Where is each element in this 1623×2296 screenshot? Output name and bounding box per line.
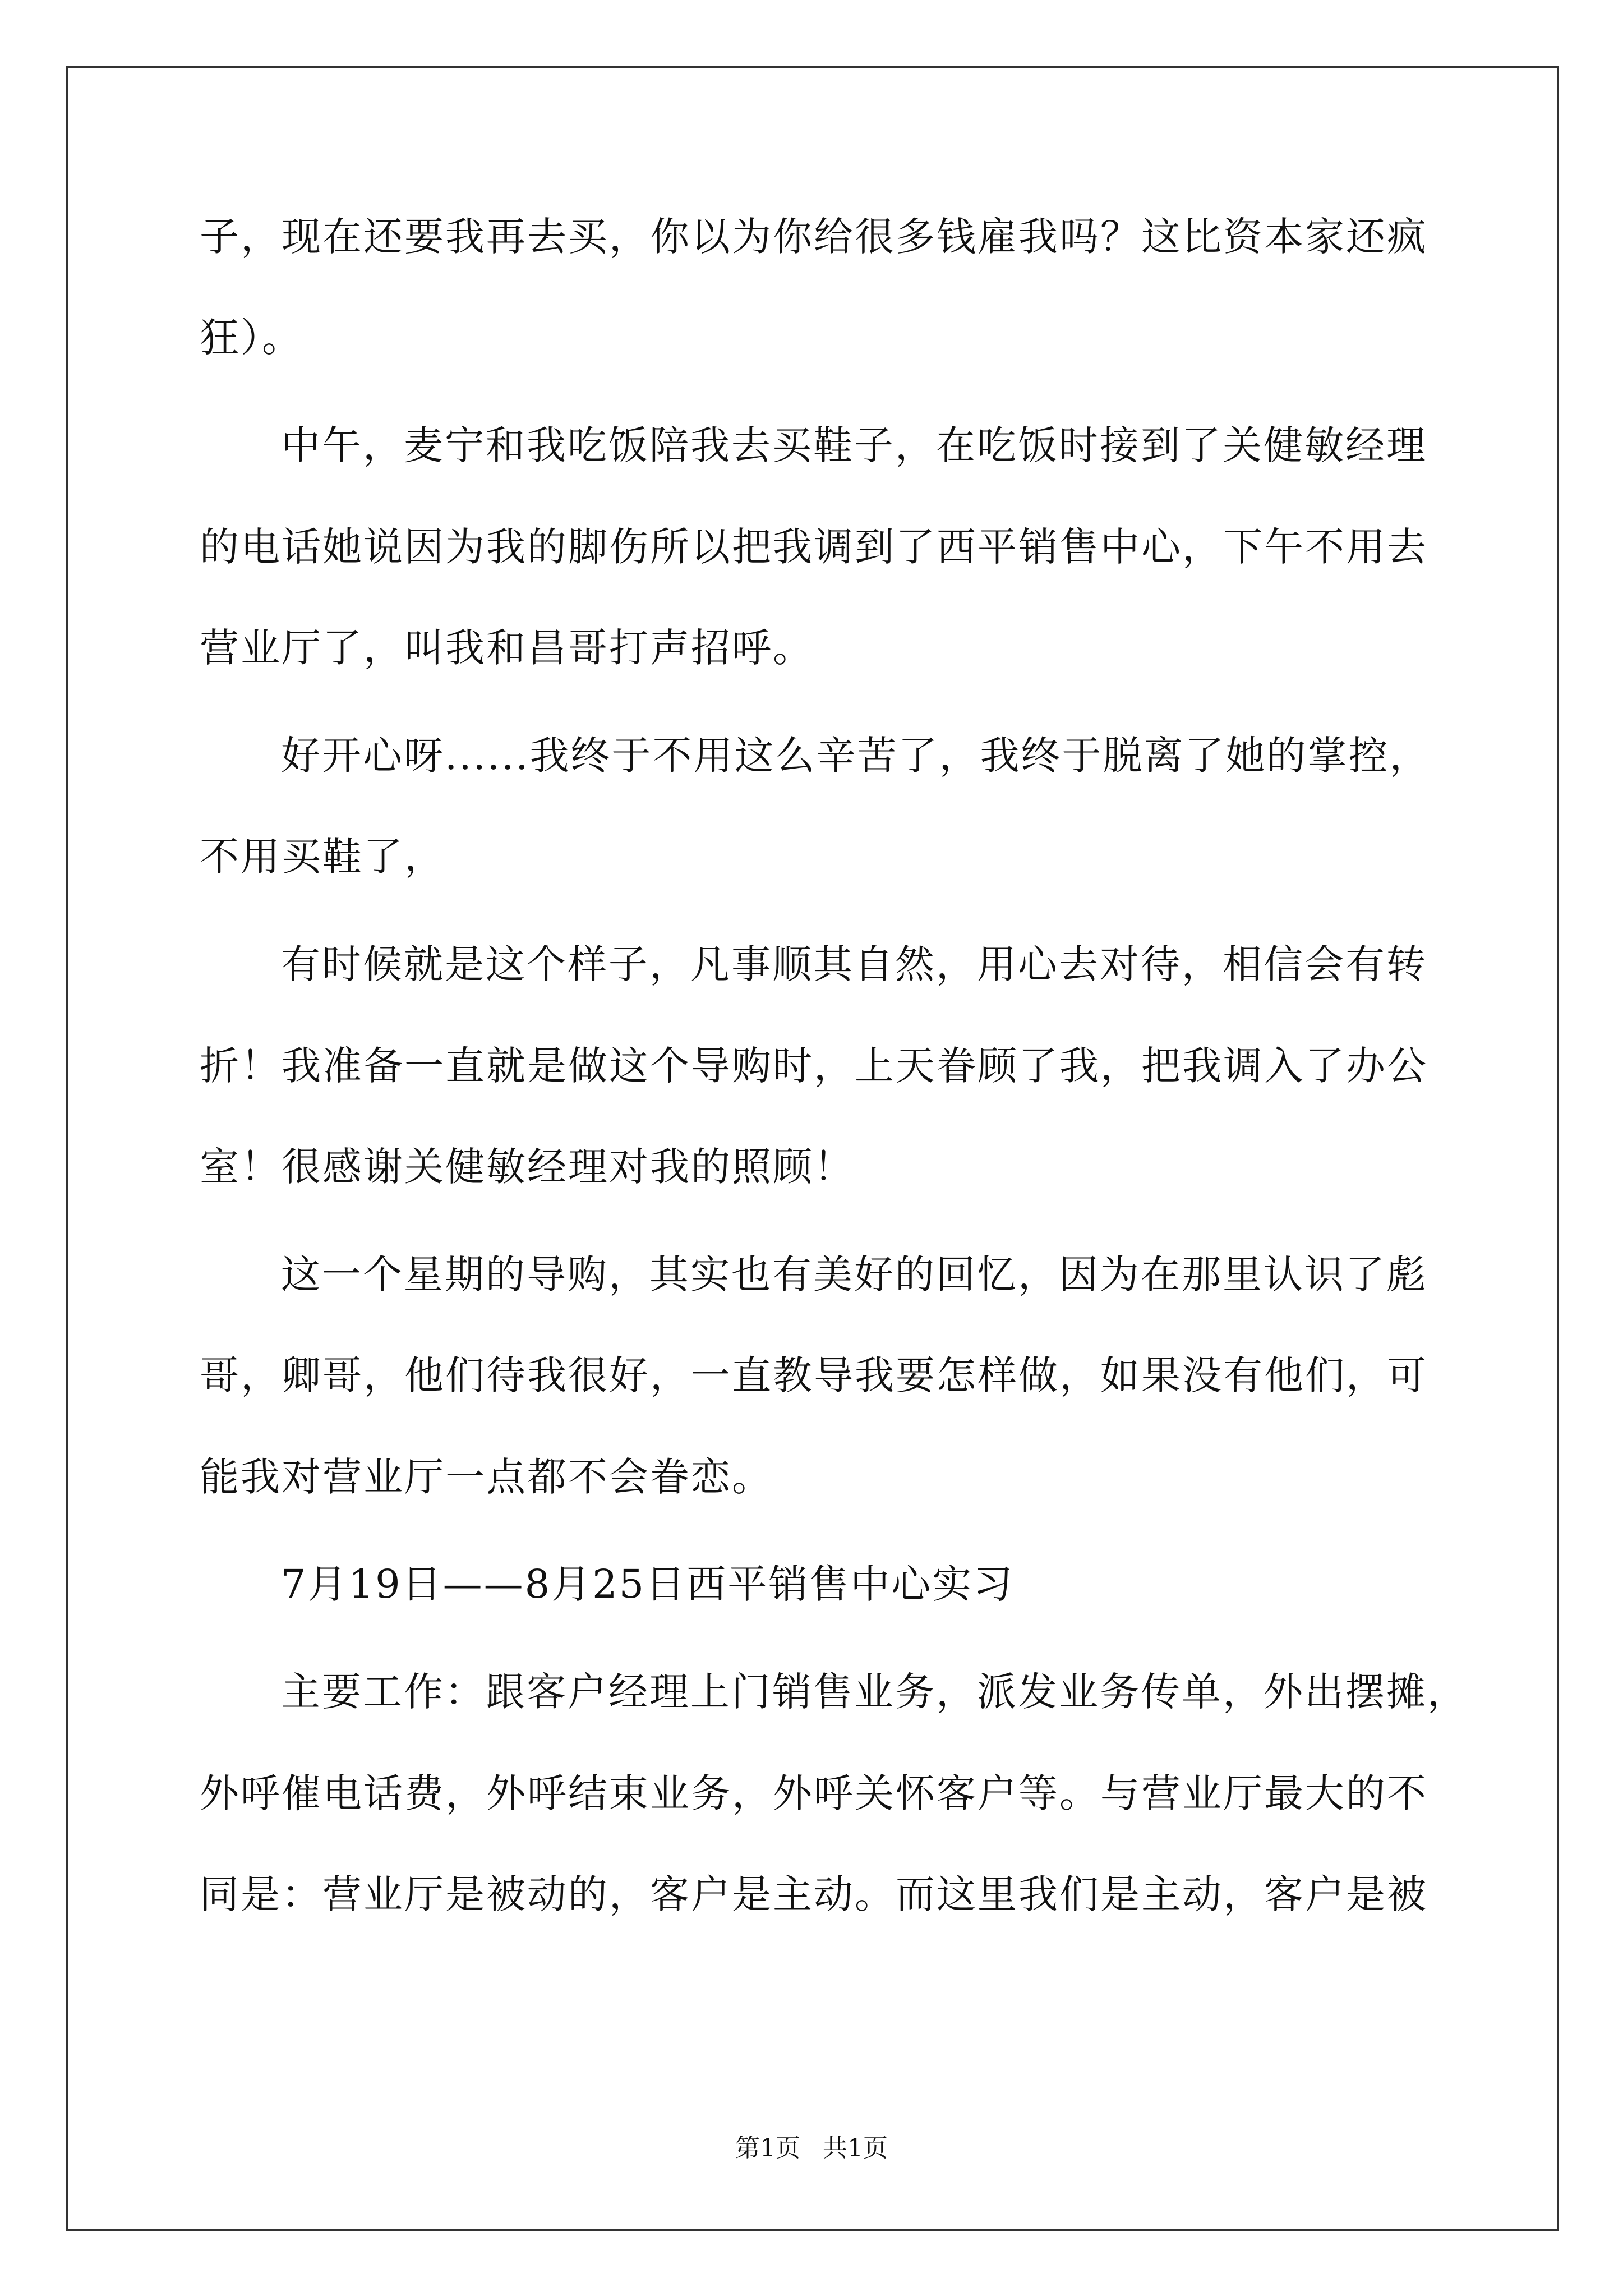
paragraph-start-line: 好开心呀......我终于不用这么辛苦了，我终于脱离了她的掌控， bbox=[281, 733, 1431, 779]
section-heading-line: 7月19日——8月25日西平销售中心实习 bbox=[281, 1561, 1015, 1607]
text-line: 营业厅了，叫我和昌哥打声招呼。 bbox=[200, 625, 814, 671]
text-line: 哥，卿哥，他们待我很好，一直教导我要怎样做，如果没有他们，可 bbox=[200, 1352, 1428, 1398]
text-line: 能我对营业厅一点都不会眷恋。 bbox=[200, 1454, 773, 1500]
text-line: 室！很感谢关健敏经理对我的照顾！ bbox=[200, 1144, 855, 1190]
page-number: 第1页 bbox=[735, 2134, 800, 2162]
total-pages: 共1页 bbox=[823, 2134, 888, 2162]
paragraph-start-line: 有时候就是这个样子，凡事顺其自然，用心去对待，相信会有转 bbox=[281, 941, 1427, 987]
text-line: 狂）。 bbox=[200, 315, 303, 361]
paragraph-start-line: 中午，麦宁和我吃饭陪我去买鞋子，在吃饭时接到了关健敏经理 bbox=[281, 422, 1427, 468]
text-line: 不用买鞋了， bbox=[200, 834, 445, 880]
page-footer bbox=[0, 2132, 1623, 2165]
text-line: 折！我准备一直就是做这个导购时，上天眷顾了我，把我调入了办公 bbox=[200, 1043, 1428, 1089]
text-line: 外呼催电话费，外呼结束业务，外呼关怀客户等。与营业厅最大的不 bbox=[200, 1770, 1428, 1816]
paragraph-start-line: 这一个星期的导购，其实也有美好的回忆，因为在那里认识了彪 bbox=[281, 1251, 1427, 1297]
text-line: 的电话她说因为我的脚伤所以把我调到了西平销售中心，下午不用去 bbox=[200, 524, 1428, 570]
paragraph-start-line: 主要工作：跟客户经理上门销售业务，派发业务传单，外出摆摊， bbox=[281, 1669, 1468, 1715]
text-line: 子，现在还要我再去买，你以为你给很多钱雇我吗？这比资本家还疯 bbox=[200, 214, 1428, 260]
text-line: 同是：营业厅是被动的，客户是主动。而这里我们是主动，客户是被 bbox=[200, 1871, 1428, 1917]
